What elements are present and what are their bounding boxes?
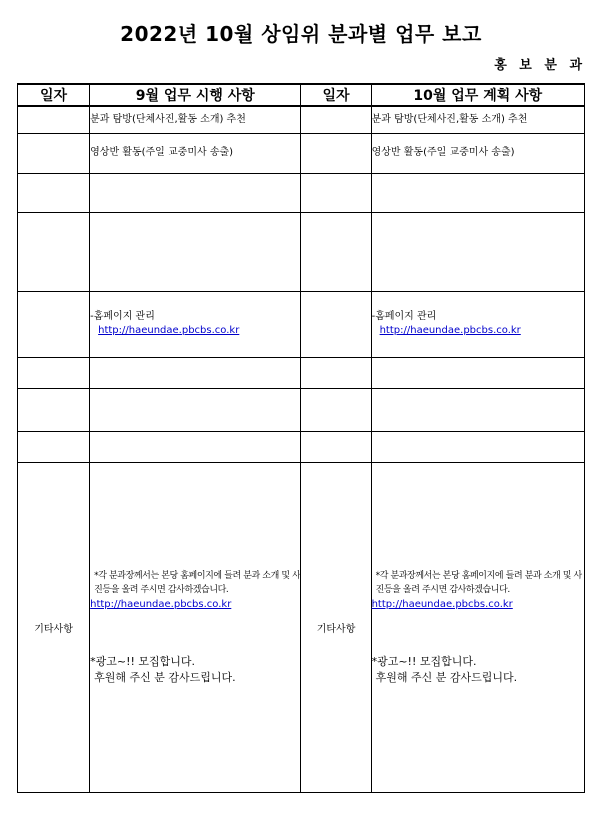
- misc-left: [90, 462, 301, 792]
- date-cell: [18, 133, 90, 173]
- date-cell: [301, 212, 371, 291]
- september-item-video: 영상반 활동(주일 교중미사 송출): [90, 133, 301, 173]
- october-item-video: 영상반 활동(주일 교중미사 송출): [371, 133, 584, 173]
- table-row: [18, 173, 585, 212]
- date-cell: [301, 291, 371, 357]
- empty-cell: [90, 388, 301, 431]
- september-homepage-cell: [90, 291, 301, 357]
- empty-cell: [90, 431, 301, 462]
- empty-cell: [90, 212, 301, 291]
- date-cell: [301, 431, 371, 462]
- october-homepage-label: -홈페이지 관리: [371, 311, 437, 322]
- date-cell: [18, 357, 90, 388]
- empty-cell: [371, 173, 584, 212]
- header-october: 10월 업무 계획 사항: [371, 84, 584, 106]
- table-row: [18, 431, 585, 462]
- misc-row: [18, 462, 585, 792]
- empty-cell: [371, 388, 584, 431]
- empty-cell: [371, 357, 584, 388]
- table-row: [18, 357, 585, 388]
- date-cell: [301, 106, 371, 133]
- misc-label-left: 기타사항: [18, 462, 90, 792]
- header-row: [18, 84, 585, 106]
- date-cell: [18, 106, 90, 133]
- department-name: 홍 보 분 과: [494, 58, 586, 73]
- misc-label-right: 기타사항: [301, 462, 371, 792]
- empty-cell: [90, 173, 301, 212]
- misc-right-ad: [372, 654, 584, 686]
- october-homepage-link[interactable]: http://haeundae.pbcbs.co.kr: [379, 325, 521, 336]
- misc-left-ad-line2: 후원해 주신 분 감사드립니다.: [94, 670, 236, 684]
- date-cell: [301, 133, 371, 173]
- date-cell: [18, 431, 90, 462]
- misc-right: [371, 462, 584, 792]
- header-september: 9월 업무 시행 사항: [90, 84, 301, 106]
- october-homepage-cell: [371, 291, 584, 357]
- date-cell: [18, 388, 90, 431]
- header-date-right: 일자: [301, 84, 371, 106]
- table-row: [18, 106, 585, 133]
- misc-right-ad-line1: *광고~!! 모집합니다.: [371, 654, 477, 668]
- table-row: [18, 388, 585, 431]
- table-row: [18, 212, 585, 291]
- misc-right-ad-line2: 후원해 주신 분 감사드립니다.: [375, 670, 518, 684]
- september-homepage-link[interactable]: http://haeundae.pbcbs.co.kr: [98, 325, 240, 336]
- date-cell: [301, 388, 371, 431]
- date-cell: [18, 212, 90, 291]
- date-cell: [301, 357, 371, 388]
- september-homepage-label: -홈페이지 관리: [90, 311, 155, 322]
- page-title: 2022년 10월 상임위 분과별 업무 보고: [120, 22, 482, 46]
- october-item-visit: 분과 탐방(단체사진,활동 소개) 추천: [371, 106, 584, 133]
- empty-cell: [90, 357, 301, 388]
- misc-left-ad-line1: *광고~!! 모집합니다.: [90, 654, 196, 668]
- empty-cell: [371, 431, 584, 462]
- misc-left-link[interactable]: http://haeundae.pbcbs.co.kr: [90, 598, 232, 610]
- date-cell: [301, 173, 371, 212]
- table-row: [18, 133, 585, 173]
- report-table: [17, 83, 585, 793]
- misc-right-link[interactable]: http://haeundae.pbcbs.co.kr: [371, 598, 513, 610]
- date-cell: [18, 291, 90, 357]
- date-cell: [18, 173, 90, 212]
- header-date-left: 일자: [18, 84, 90, 106]
- september-item-visit: 분과 탐방(단체사진,활동 소개) 추천: [90, 106, 301, 133]
- misc-left-ad: [90, 654, 300, 686]
- misc-left-note: *각 분과장께서는 본당 홈페이지에 들려 분과 소개 및 사진등을 올려 주시면 감사하겠습니다.: [94, 570, 301, 595]
- table-row: [18, 291, 585, 357]
- misc-right-note: *각 분과장께서는 본당 홈페이지에 들려 분과 소개 및 사진등을 올려 주시면 감사하겠습니다.: [375, 570, 582, 595]
- empty-cell: [371, 212, 584, 291]
